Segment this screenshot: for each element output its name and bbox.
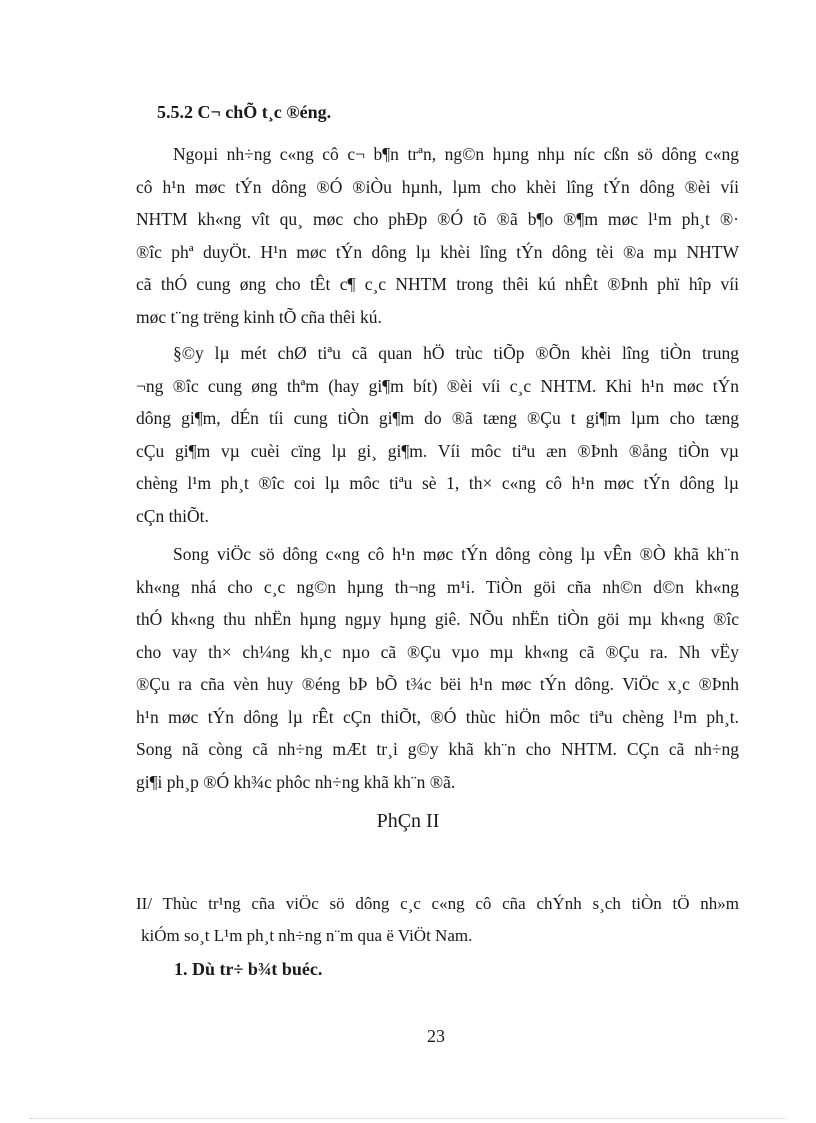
paragraph-line: chèng l¹m ph¸t ®îc coi lµ môc tiªu sè 1, th× c«ng cô h¹n møc tÝn dông lµ xyxy=(136,473,739,493)
paragraph-line: dông gi¶m, dÉn tíi cung tiÒn gi¶m do ®ã tæng ®Çu t gi¶m lµm cho tæng xyxy=(136,408,739,428)
page-bottom-divider xyxy=(30,1118,786,1119)
section-ii-line: kiÓm so¸t L¹m ph¸t nh÷ng n¨m qua ë ViÖt Nam. xyxy=(141,926,473,945)
paragraph-line: NHTM kh«ng vît qu¸ møc cho phÐp ®Ó tõ ®ã b¶o ®¶m møc l¹m ph¸t ®· xyxy=(136,209,739,229)
paragraph-2 xyxy=(136,337,739,532)
section-heading: 5.5.2 C¬ chÕ t¸c ®éng. xyxy=(157,102,332,122)
paragraph-line: ®Çu ra cña vèn huy ®éng bÞ bÕ t¾c bëi h¹n møc tÝn dông. ViÖc x¸c ®Þnh xyxy=(136,674,739,694)
paragraph-line: ¬ng ®îc cung øng thªm (hay gi¶m bít) ®èi víi c¸c NHTM. Khi h¹n møc tÝn xyxy=(136,375,739,396)
paragraph-3 xyxy=(136,538,739,798)
section-ii-heading xyxy=(136,888,739,952)
paragraph-line: §©y lµ mét chØ tiªu cã quan hÖ trùc tiÕp ®Õn khèi lîng tiÒn trung xyxy=(173,343,739,363)
sub-heading: 1. Dù tr÷ b¾t buéc. xyxy=(174,959,323,979)
paragraph-line: møc t¨ng trëng kinh tÕ cña thêi kú. xyxy=(136,306,382,327)
paragraph-line: h¹n møc tÝn dông lµ rÊt cÇn thiÕt, ®Ó thùc hiÖn môc tiªu chèng l¹m ph¸t. xyxy=(136,706,739,727)
section-ii-line: II/ Thùc tr¹ng cña viÖc sö dông c¸c c«ng cô cña chÝnh s¸ch tiÒn tÖ nh»m xyxy=(136,894,739,913)
paragraph-line: cô h¹n møc tÝn dông ®Ó ®iÒu hµnh, lµm cho khèi lîng tÝn dông ®èi víi xyxy=(136,176,739,197)
paragraph-line: Ngoµi nh÷ng c«ng cô c¬ b¶n trªn, ng©n hµng nhµ níc cßn sö dông c«ng xyxy=(173,144,739,164)
paragraph-line: ®îc phª duyÖt. H¹n møc tÝn dông lµ khèi lîng tÝn dông tèi ®a mµ NHTW xyxy=(136,241,739,262)
paragraph-line: cho vay th× ch¼ng kh¸c nµo cã ®Çu vµo mµ kh«ng cã ®Çu ra. Nh vËy xyxy=(136,641,739,662)
paragraph-line: cã thÓ cung øng cho tÊt c¶ c¸c NHTM trong thêi kú nhÊt ®Þnh phï hîp víi xyxy=(136,274,739,294)
paragraph-line: Song viÖc sö dông c«ng cô h¹n møc tÝn dông còng lµ vÊn ®Ò khã kh¨n xyxy=(173,544,739,564)
paragraph-line: cÇn thiÕt. xyxy=(136,505,209,526)
paragraph-line: thÓ kh«ng thu nhËn hµng ngµy hµng giê. NÕu nhËn tiÒn göi mµ kh«ng ®îc xyxy=(136,609,739,629)
part-title: PhÇn II xyxy=(376,810,440,832)
paragraph-1 xyxy=(136,138,739,333)
paragraph-line: gi¶i ph¸p ®Ó kh¾c phôc nh÷ng khã kh¨n ®ã. xyxy=(136,771,456,792)
page-number: 23 xyxy=(427,1026,445,1046)
paragraph-line: Song nã còng cã nh÷ng mÆt tr¸i g©y khã kh¨n cho NHTM. CÇn cã nh÷ng xyxy=(136,739,739,759)
paragraph-line: cÇu gi¶m vµ cuèi cïng lµ gi¸ gi¶m. Víi môc tiªu æn ®Þnh ®ång tiÒn vµ xyxy=(136,440,739,461)
paragraph-line: kh«ng nhá cho c¸c ng©n hµng th¬ng m¹i. TiÒn göi cña nh©n d©n kh«ng xyxy=(136,576,739,597)
